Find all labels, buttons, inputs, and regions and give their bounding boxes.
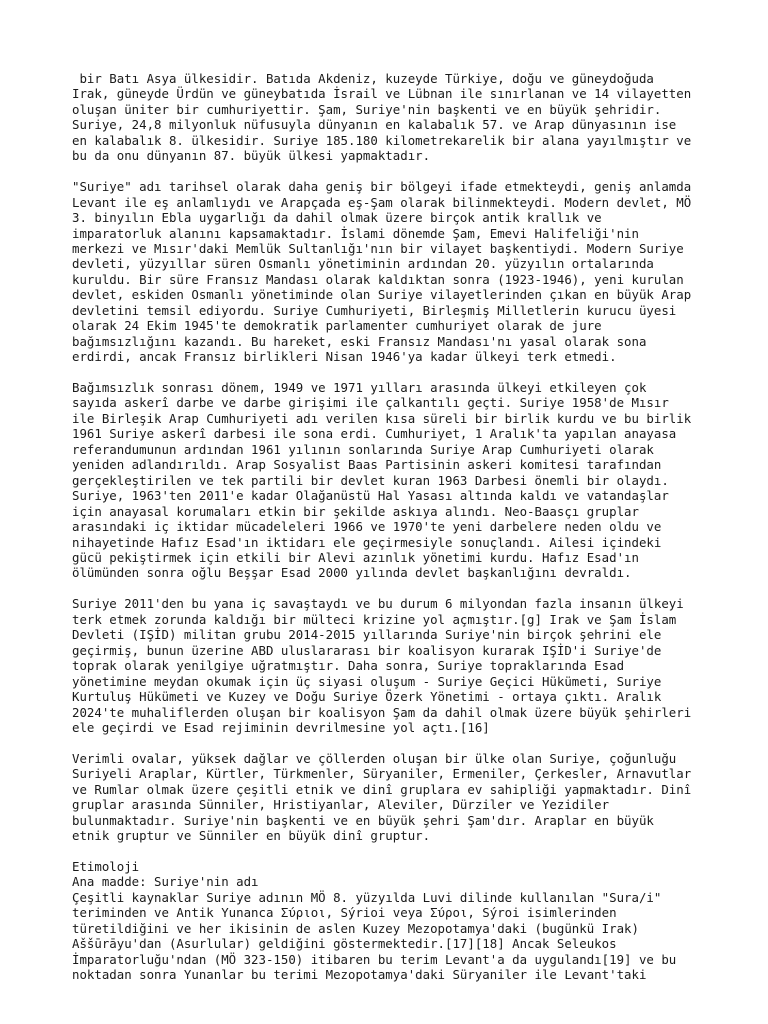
document-body <box>72 71 732 983</box>
paragraph-intro: bir Batı Asya ülkesidir. Batıda Akdeniz, kuzeyde Türkiye, doğu ve güneydoğuda Irak, güneyde Ürdün ve güneybatıda İsrail ve Lübnan ile sınırlanan ve 14 vilayetten oluşan üniter bir cumhuriyettir. Şam, Suriye'nin başkenti ve en büyük şehridir. Suriye, 24,8 milyonluk nüfusuyla dünyanın en kalabalık 57. ve Arap dünyasının ise en kalabalık 8. ülkesidir. Suriye 185.180 kilometrekarelik bir alana yayılmıştır ve bu da onu dünyanın 87. büyük ülkesi yapmaktadır. <box>72 71 692 164</box>
main-article-note: Ana madde: Suriye'nin adı <box>72 874 259 890</box>
paragraph-name-history: "Suriye" adı tarihsel olarak daha geniş bir bölgeyi ifade etmekteydi, geniş anlamda Levant ile eş anlamlıydı ve Arapçada eş-Şam olarak bilinmekteydi. Modern devlet, MÖ 3. binyılın Ebla uygarlığı da dahil olmak üzere birçok antik krallık ve imparatorluk alanını kapsamaktadır. İslami dönemde Şam, Emevi Halifeliği'nin merkezi ve Mısır'daki Memlük Sultanlığı'nın bir vilayet başkentiydi. Modern Suriye devleti, yüzyıllar süren Osmanlı yönetiminin ardından 20. yüzyılın ortalarında kuruldu. Bir süre Fransız Mandası olarak kaldıktan sonra (1923-1946), yeni kurulan devlet, eskiden Osmanlı yönetiminde olan Suriye vilayetlerinden çıkan en büyük Arap devletini temsil ediyordu. Suriye Cumhuriyeti, Birleşmiş Milletlerin kurucu üyesi olarak 24 Ekim 1945'te demokratik parlamenter cumhuriyet olarak de jure bağımsızlığını kazandı. Bu hareket, eski Fransız Mandası'nı yasal olarak sona erdirdi, ancak Fransız birlikleri Nisan 1946'ya kadar ülkeyi terk etmedi. <box>72 179 692 365</box>
paragraph-geography-demographics: Verimli ovalar, yüksek dağlar ve çöllerden oluşan bir ülke olan Suriye, çoğunluğu Suriyeli Araplar, Kürtler, Türkmenler, Süryaniler, Ermeniler, Çerkesler, Arnavutlar ve Rumlar olmak üzere çeşitli etnik ve dinî gruplara ev sahipliği yapmaktadır. Dinî gruplar arasında Sünniler, Hristiyanlar, Aleviler, Dürziler ve Yezidiler bulunmaktadır. Suriye'nin başkenti ve en büyük şehri Şam'dır. Araplar en büyük etnik gruptur ve Sünniler en büyük dinî gruptur. <box>72 750 692 844</box>
paragraph-civil-war: Suriye 2011'den bu yana iç savaştaydı ve bu durum 6 milyondan fazla insanın ülkeyi terk etmek zorunda kaldığı bir mülteci krizine yol açmıştır.[g] Irak ve Şam İslam Devleti (IŞİD) militan grubu 2014-2015 yıllarında Suriye'nin birçok şehrini ele geçirmiş, bunun üzerine ABD uluslararası bir koalisyon kurarak IŞİD'i Suriye'de toprak olarak yenilgiye uğratmıştır. Daha sonra, Suriye topraklarında Esad yönetimine meydan okumak için üç siyasi oluşum - Suriye Geçici Hükümeti, Suriye Kurtuluş Hükümeti ve Kuzey ve Doğu Suriye Özerk Yönetimi - ortaya çıktı. Aralık 2024'te muhaliflerden oluşan bir koalisyon Şam da dahil olmak üzere büyük şehirleri ele geçirdi ve Esad rejiminin devrilmesine yol açtı.[16] <box>72 596 692 735</box>
paragraph-post-independence: Bağımsızlık sonrası dönem, 1949 ve 1971 yılları arasında ülkeyi etkileyen çok sayıda askerî darbe ve darbe girişimi ile çalkantılı geçti. Suriye 1958'de Mısır ile Birleşik Arap Cumhuriyeti adı verilen kısa süreli bir birlik kurdu ve bu birlik 1961 Suriye askerî darbesi ile sona erdi. Cumhuriyet, 1 Aralık'ta yapılan anayasa referandumunun ardından 1961 yılının sonlarında Suriye Arap Cumhuriyeti olarak yeniden adlandırıldı. Arap Sosyalist Baas Partisinin askeri komitesi tarafından gerçekleştirilen ve tek partili bir devlet kuran 1963 Darbesi önemli bir olaydı. Suriye, 1963'ten 2011'e kadar Olağanüstü Hal Yasası altında kaldı ve vatandaşlar için anayasal korumaları etkin bir şekilde askıya alındı. Neo-Baasçı gruplar arasındaki iç iktidar mücadeleleri 1966 ve 1970'te yeni darbelere neden oldu ve nihayetinde Hafız Esad'ın iktidarı ele geçirmesiyle sonuçlandı. Ailesi içindeki gücü pekiştirmek için etkili bir Alevi azınlık yönetimi kurdu. Hafız Esad'ın ölümünden sonra oğlu Beşşar Esad 2000 yılında devlet başkanlığını devraldı. <box>72 380 692 581</box>
paragraph-etymology: Çeşitli kaynaklar Suriye adının MÖ 8. yüzyılda Luvi dilinde kullanılan "Sura/i" teriminden ve Antik Yunanca Σύριοι, Sýrioi veya Σύροι, Sýroi isimlerinden türetildiğini ve her ikisinin de aslen Kuzey Mezopotamya'daki (bugünkü Irak) Aššūrāyu'dan (Asurlular) geldiğini göstermektedir.[17][18] Ancak Seleukos İmparatorluğu'ndan (MÖ 323-150) itibaren bu terim Levant'a da uygulandı[19] ve bu noktadan sonra Yunanlar bu terimi Mezopotamya'daki Süryaniler ile Levant'taki <box>72 889 677 983</box>
etymology-heading: Etimoloji <box>72 859 140 875</box>
